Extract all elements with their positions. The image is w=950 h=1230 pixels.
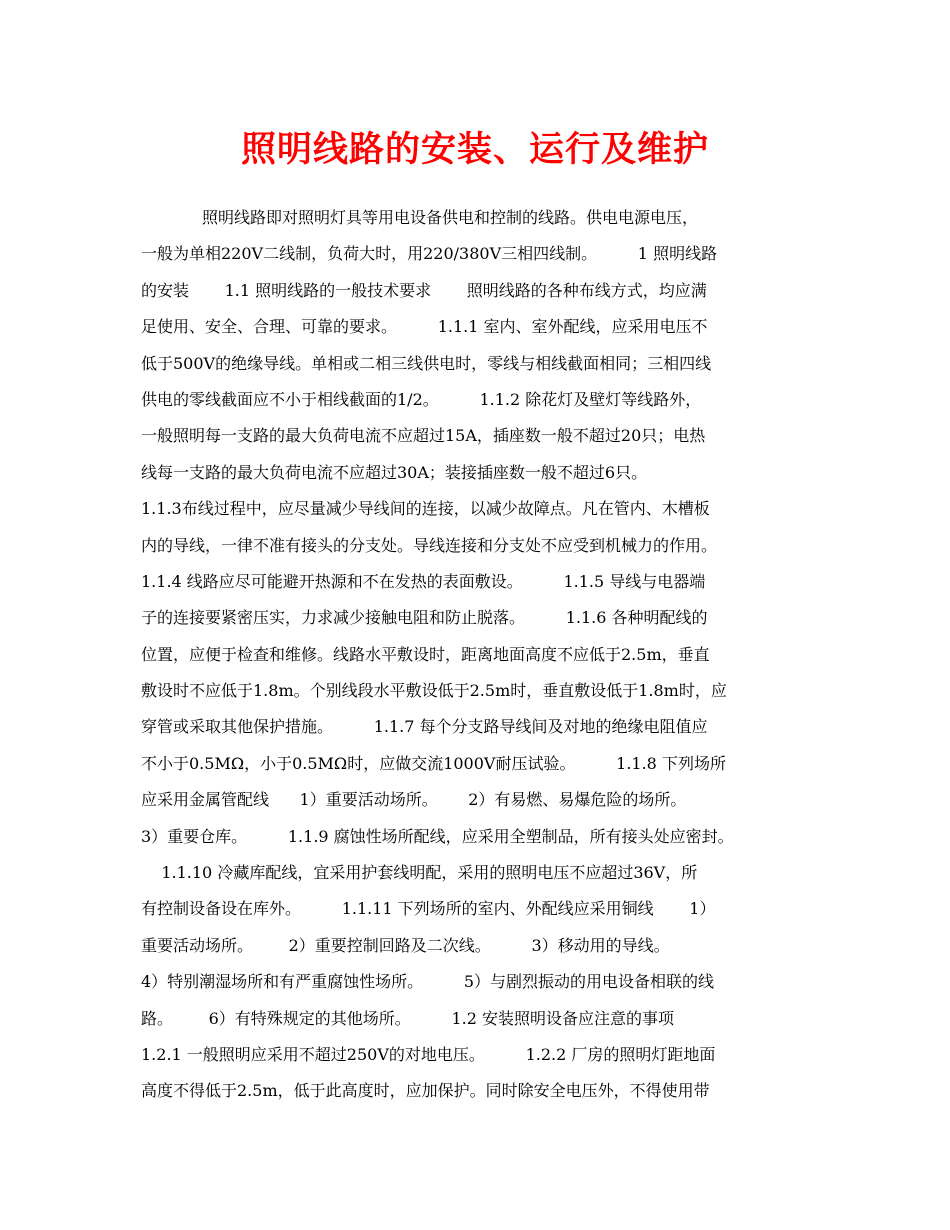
text-line: 不小于0.5MΩ，小于0.5MΩ时，应做交流1000V耐压试验。 1.1.8 下列场所	[141, 753, 726, 773]
text-line: 敷设时不应低于1.8m。个别线段水平敷设低于2.5m时，垂直敷设低于1.8m时，应	[141, 681, 727, 701]
text-line: 1.1.4 线路应尽可能避开热源和不在发热的表面敷设。 1.1.5 导线与电器端	[141, 571, 706, 591]
document-title: 照明线路的安装、运行及维护	[240, 129, 709, 170]
text-line: 一般照明每一支路的最大负荷电流不应超过15A，插座数一般不超过20只；电热	[141, 426, 706, 446]
text-line: 1.2.1 一般照明应采用不超过250V的对地电压。 1.2.2 厂房的照明灯距地面	[141, 1044, 716, 1064]
text-line: 应采用金属管配线 1）重要活动场所。 2）有易燃、易爆危险的场所。	[141, 790, 687, 810]
text-line: 位置，应便于检查和维修。线路水平敷设时，距离地面高度不应低于2.5m，垂直	[141, 644, 710, 664]
document-body	[141, 200, 813, 1110]
text-line: 重要活动场所。 2）重要控制回路及二次线。 3）移动用的导线。	[141, 935, 670, 955]
text-line: 路。 6）有特殊规定的其他场所。 1.2 安装照明设备应注意的事项	[141, 1008, 675, 1028]
text-line: 低于500V的绝缘导线。单相或二相三线供电时，零线与相线截面相同；三相四线	[141, 353, 712, 373]
text-line: 1.1.10 冷藏库配线，宜采用护套线明配，采用的照明电压不应超过36V，所	[141, 863, 698, 883]
text-line: 照明线路即对照明灯具等用电设备供电和控制的线路。供电电源电压，	[141, 208, 699, 227]
text-line: 穿管或采取其他保护措施。 1.1.7 每个分支路导线间及对地的绝缘电阻值应	[141, 717, 708, 737]
text-line: 子的连接要紧密压实，力求减少接触电阻和防止脱落。 1.1.6 各种明配线的	[141, 608, 708, 628]
text-line: 1.1.3布线过程中，应尽量减少导线间的连接，以减少故障点。凡在管内、木槽板	[141, 499, 710, 519]
text-line: 4）特别潮湿场所和有严重腐蚀性场所。 5）与剧烈振动的用电设备相联的线	[141, 972, 715, 992]
text-line: 3）重要仓库。 1.1.9 腐蚀性场所配线，应采用全塑制品，所有接头处应密封。	[141, 826, 734, 846]
text-line: 有控制设备设在库外。 1.1.11 下列场所的室内、外配线应采用铜线 1）	[141, 899, 716, 919]
text-line: 供电的零线截面应不小于相线截面的1/2。 1.1.2 除花灯及壁灯等线路外，	[141, 389, 702, 409]
text-line: 高度不得低于2.5m，低于此高度时，应加保护。同时除安全电压外，不得使用带	[141, 1081, 710, 1101]
text-line: 足使用、安全、合理、可靠的要求。 1.1.1 室内、室外配线，应采用电压不	[141, 317, 708, 337]
text-line: 线每一支路的最大负荷电流不应超过30A；装接插座数一般不超过6只。	[141, 462, 648, 482]
text-line: 一般为单相220V二线制，负荷大时，用220/380V三相四线制。 1 照明线路	[141, 244, 718, 264]
text-line: 的安装 1.1 照明线路的一般技术要求 照明线路的各种布线方式，均应满	[141, 280, 707, 300]
text-line: 内的导线，一律不准有接头的分支处。导线连接和分支处不应受到机械力的作用。	[141, 535, 718, 555]
